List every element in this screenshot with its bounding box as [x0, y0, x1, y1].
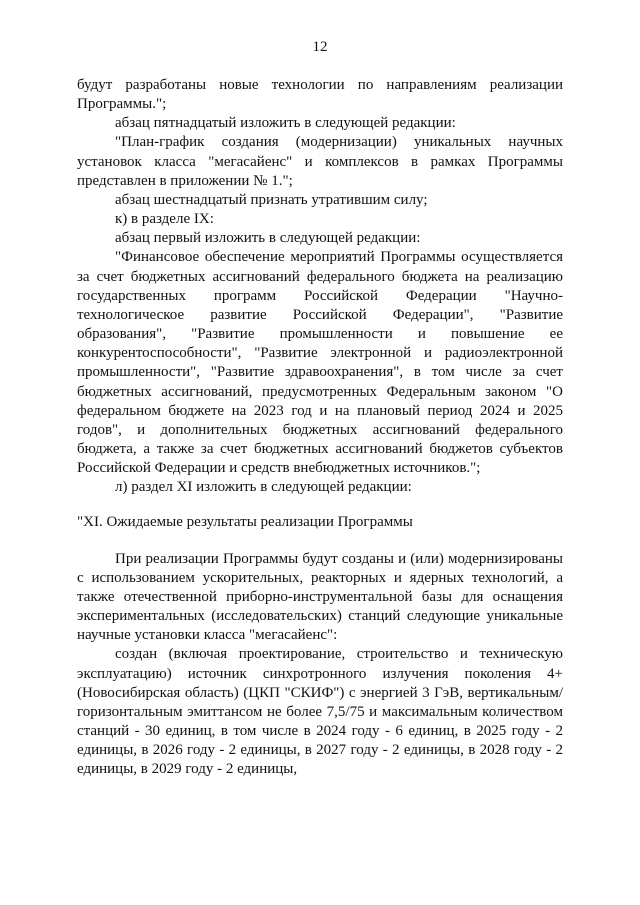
paragraph-financing: "Финансовое обеспечение мероприятий Программы осуществляется за счет бюджетных ассигнований федерального бюджета на реализацию государственных программ Российской Федерации "Научно-технологическое развитие Российской Федерации", "Развитие образования", "Развитие промышленности и повышение ее конкурентоспособности", "Развитие электронной и радиоэлектронной промышленности", "Развитие здравоохранения", в том числе за счет бюджетных ассигнований, предусмотренных Федеральным законом "О федеральном бюджете на 2023 год и на плановый период 2024 и 2025 годов", и дополнительных бюджетных ассигнований федерального бюджета, а также за счет бюджетных ассигнований бюджетов субъектов Российской Федерации и средств внебюджетных источников.";: [77, 249, 563, 477]
paragraph-skif: создан (включая проектирование, строительство и техническую эксплуатацию) источник синхротронного излучения поколения 4+ (Новосибирская область) (ЦКП "СКИФ") с энергией 3 ГэВ, вертикальным/горизонтальным эмиттансом не более 7,5/75 и максимальным количеством станций - 30 единиц, в том числе в 2024 году - 6 единиц, в 2025 году - 2 единицы, в 2026 году - 2 единицы, в 2027 году - 2 единицы, в 2028 году - 2 единицы, в 2029 году - 2 единицы,: [77, 646, 563, 778]
paragraph-section-ix: к) в разделе IX:: [115, 211, 214, 228]
section-heading: "XI. Ожидаемые результаты реализации Программы: [77, 514, 413, 531]
paragraph-continuation: будут разработаны новые технологии по направлениям реализации Программы.";: [77, 77, 563, 113]
paragraph-plan-grafik: "План-график создания (модернизации) уникальных научных установок класса "мегасайенс" и комплексов в рамках Программы представлен в приложении № 1.";: [77, 134, 563, 189]
paragraph-abzac-16: абзац шестнадцатый признать утратившим силу;: [115, 191, 428, 208]
paragraph-section-xi: л) раздел XI изложить в следующей редакции:: [115, 479, 412, 496]
paragraph-results-intro: При реализации Программы будут созданы и (или) модернизированы с использованием ускорительных, реакторных и ядерных технологий, а также отечественной приборно-инструментальной базы для оснащения экспериментальных (исследовательских) станций следующие уникальные научные установки класса "мегасайенс":: [77, 550, 563, 644]
page-number: 12: [312, 39, 328, 55]
paragraph-abzac-15: абзац пятнадцатый изложить в следующей редакции:: [115, 115, 456, 132]
paragraph-abzac-1: абзац первый изложить в следующей редакции:: [115, 230, 421, 247]
document-body: [77, 76, 563, 779]
